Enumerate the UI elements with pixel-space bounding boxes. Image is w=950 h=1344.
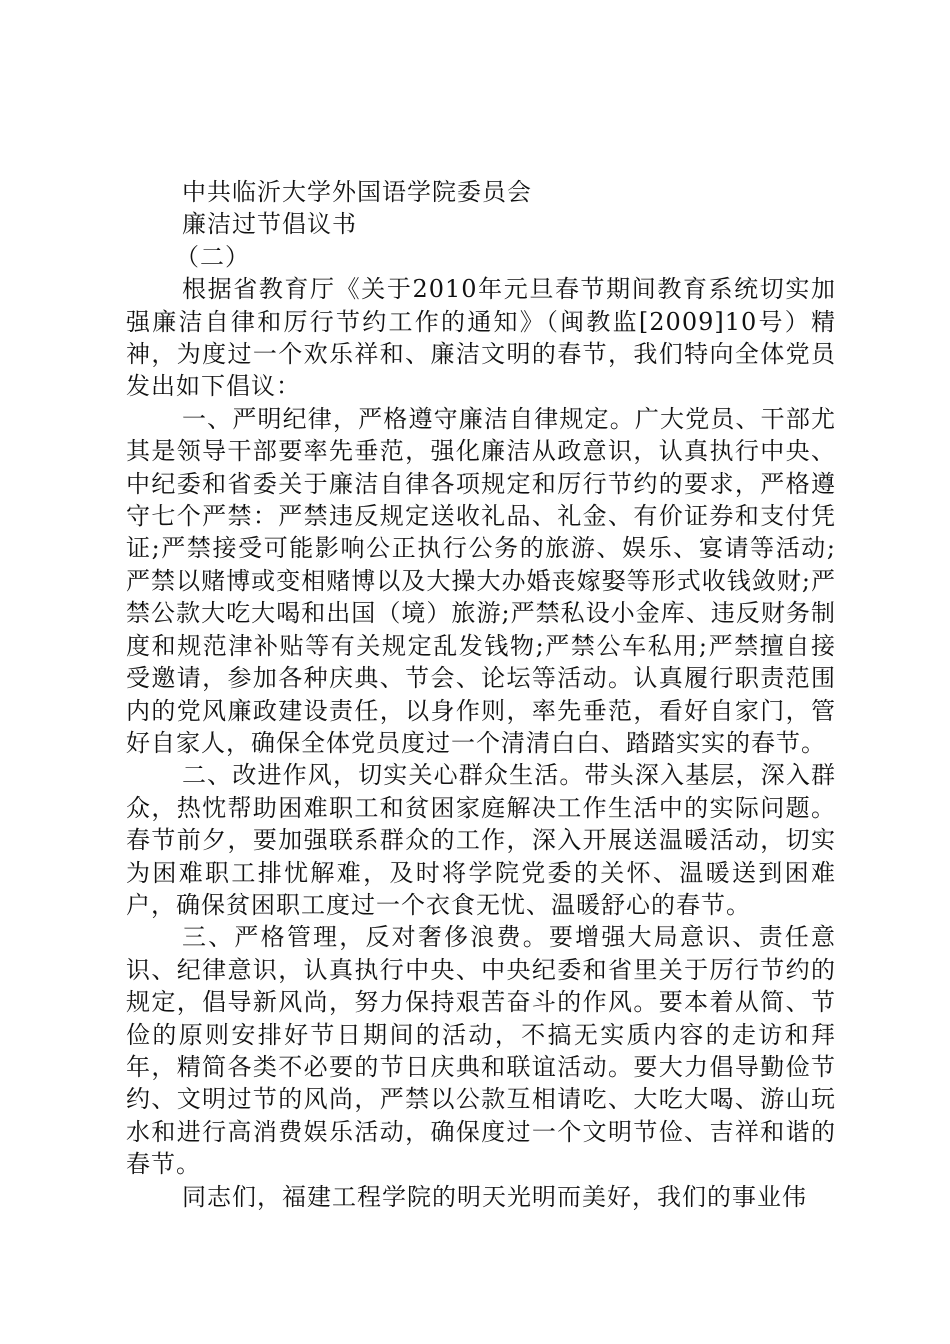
closing-paragraph: 同志们，福建工程学院的明天光明而美好，我们的事业伟 — [182, 1182, 807, 1211]
document-number: （二） — [175, 242, 250, 271]
proposal-paragraph-1: 一、严明纪律，严格遵守廉洁自律规定。广大党员、干部尤其是领导干部要率先垂范，强化廉洁从政意识，认真执行中央、中纪委和省委关于廉洁自律各项规定和厉行节约的要求，严格遵守七个严禁：严禁违反规定送收礼品、礼金、有价证券和支付凭证;严禁接受可能影响公正执行公务的旅游、娱乐、宴请等活动;严禁以赌博或变相赌博以及大操大办婚丧嫁娶等形式收钱敛财;严禁公款大吃大喝和出国（境）旅游;严禁私设小金库、违反财务制度和规范津补贴等有关规定乱发钱物;严禁公车私用;严禁擅自接受邀请，参加各种庆典、节会、论坛等活动。认真履行职责范围内的党风廉政建设责任，以身作则，率先垂范，看好自家门，管好自家人，确保全体党员度过一个清清白白、踏踏实实的春节。 — [126, 404, 836, 757]
document-body — [126, 176, 836, 1213]
intro-paragraph: 根据省教育厅《关于2010年元旦春节期间教育系统切实加强廉洁自律和厉行节约工作的通知》（闽教监[2009]10号）精神，为度过一个欢乐祥和、廉洁文明的春节，我们特向全体党员发出如下倡议： — [126, 275, 836, 401]
proposal-paragraph-2: 二、改进作风，切实关心群众生活。带头深入基层，深入群众，热忱帮助困难职工和贫困家庭解决工作生活中的实际问题。春节前夕，要加强联系群众的工作，深入开展送温暖活动，切实为困难职工排忧解难，及时将学院党委的关怀、温暖送到困难户，确保贫困职工度过一个衣食无忧、温暖舒心的春节。 — [126, 761, 836, 919]
proposal-paragraph-3: 三、严格管理，反对奢侈浪费。要增强大局意识、责任意识、纪律意识，认真执行中央、中央纪委和省里关于厉行节约的规定，倡导新风尚，努力保持艰苦奋斗的作风。要本着从简、节俭的原则安排好节日期间的活动，不搞无实质内容的走访和拜年，精简各类不必要的节日庆典和联谊活动。要大力倡导勤俭节约、文明过节的风尚，严禁以公款互相请吃、大吃大喝、游山玩水和进行高消费娱乐活动，确保度过一个文明节俭、吉祥和谐的春节。 — [126, 923, 836, 1179]
document-title: 廉洁过节倡议书 — [182, 210, 357, 239]
organization-line: 中共临沂大学外国语学院委员会 — [182, 178, 532, 206]
